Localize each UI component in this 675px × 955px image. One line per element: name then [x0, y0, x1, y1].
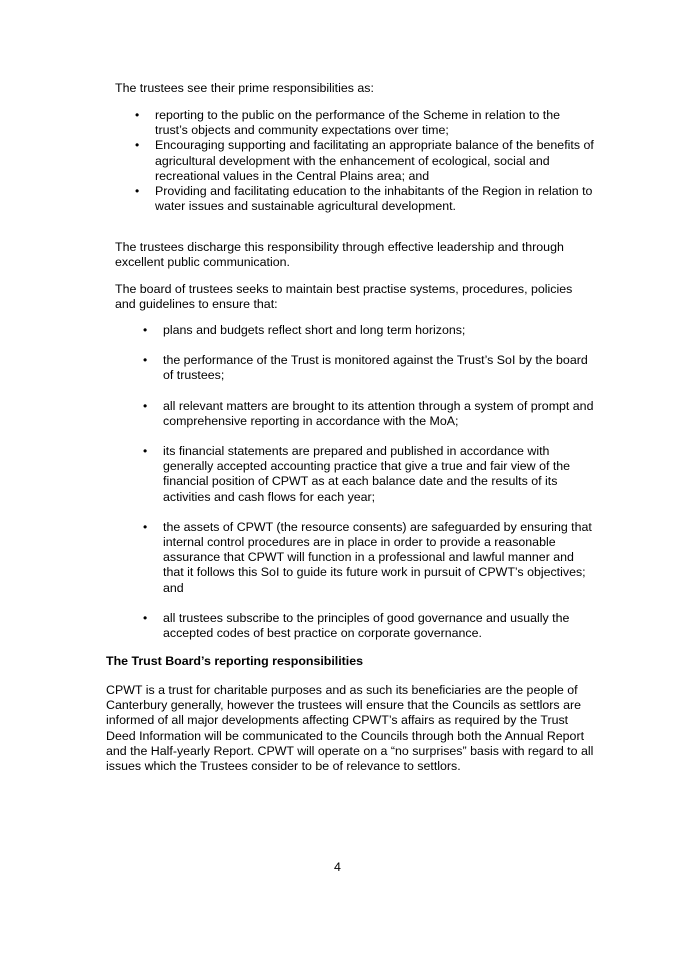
bullet-icon: • — [143, 353, 148, 368]
list-item — [143, 611, 598, 641]
page-number: 4 — [334, 860, 341, 874]
section-heading: The Trust Board’s reporting responsibilities — [106, 654, 364, 668]
ensure-list — [143, 323, 598, 641]
list-item-text: the performance of the Trust is monitored against the Trust’s SoI by the board of trustees; — [163, 353, 588, 383]
bullet-icon: • — [135, 184, 140, 199]
bullet-icon: • — [143, 398, 148, 413]
list-item-text: all relevant matters are brought to its attention through a system of prompt and comprehensive reporting in accordance with the MoA; — [163, 398, 594, 428]
bullet-icon: • — [135, 138, 140, 153]
list-item — [143, 444, 598, 505]
list-item-text: Encouraging supporting and facilitating an appropriate balance of the benefits of agricultural development with the enhancement of ecological, social and recreational values in the Central Plains area; and — [155, 138, 594, 183]
list-item-text: Providing and facilitating education to the inhabitants of the Region in relation to water issues and sustainable agricultural development. — [155, 184, 593, 214]
list-item-text: plans and budgets reflect short and long term horizons; — [163, 323, 466, 337]
list-item-text: reporting to the public on the performance of the Scheme in relation to the trust’s objects and community expectations over time; — [155, 108, 561, 138]
bullet-icon: • — [143, 610, 148, 625]
best-practise-paragraph: The board of trustees seeks to maintain best practise systems, procedures, policies and guidelines to ensure that: — [115, 282, 573, 312]
bullet-icon: • — [143, 444, 148, 459]
list-item — [135, 138, 595, 184]
discharge-paragraph: The trustees discharge this responsibility through effective leadership and through excellent public communication. — [115, 240, 564, 270]
bullet-icon: • — [135, 108, 140, 122]
list-item — [135, 108, 595, 138]
list-item-text: all trustees subscribe to the principles of good governance and usually the accepted codes of best practice on corporate governance. — [163, 610, 570, 641]
list-item-text: its financial statements are prepared and published in accordance with generally accepted accounting practice that give a true and fair view of the financial position of CPWT as at each balance date and the results of its activities and cash flows for each year; — [163, 444, 571, 504]
list-item — [143, 323, 598, 338]
bullet-icon: • — [143, 519, 148, 534]
bullet-icon: • — [143, 323, 148, 337]
list-item — [143, 353, 598, 383]
reporting-paragraph: CPWT is a trust for charitable purposes and as such its beneficiaries are the people of Canterbury generally, however the trustees will ensure that the Councils as settlors are informed of all major developments affecting CPWT’s affairs as required by the Trust Deed Information will be communicated to the Councils through both the Annual Report and the Half-yearly Report. CPWT will operate on a “no surprises” basis with regard to all issues which the Trustees consider to be of relevance to settlors. — [106, 683, 594, 774]
list-item — [135, 184, 595, 214]
list-item — [143, 520, 598, 596]
list-item-text: the assets of CPWT (the resource consents) are safeguarded by ensuring that internal control procedures are in place in order to provide a reasonable assurance that CPWT will function in a professional and lawful manner and that it follows this SoI to guide its future work in pursuit of CPWT’s objectives; and — [163, 519, 592, 595]
prime-responsibilities-list — [135, 108, 595, 214]
intro-paragraph: The trustees see their prime responsibilities as: — [115, 81, 374, 95]
list-item — [143, 399, 598, 429]
